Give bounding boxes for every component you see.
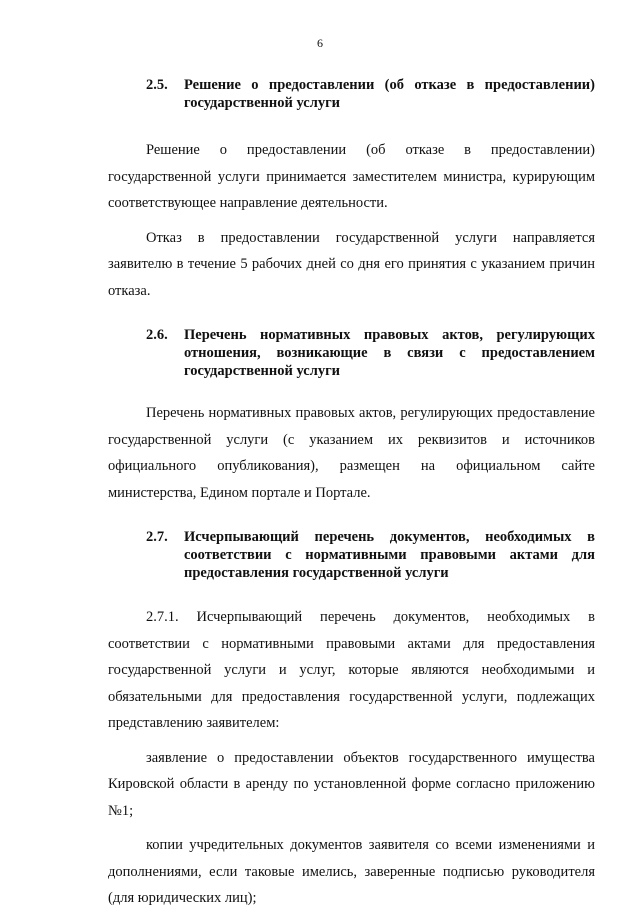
section-heading-2-6 [146,326,595,380]
paragraph: заявление о предоставлении объектов государственного имущества Кировской области в аренду по установленной форме согласно приложению №1; [108,749,595,819]
section-heading-2-7 [146,528,595,582]
document-body [108,72,595,912]
section-number: 2.7. [146,529,168,545]
paragraph: Решение о предоставлении (об отказе в предоставлении) государственной услуги принимается заместителем министра, курирующим соответствующее направление деятельности. [108,142,595,211]
page-number: 6 [317,36,323,50]
section-title: Решение о предоставлении (об отказе в предоставлении) государственной услуги [184,77,595,111]
paragraph: копии учредительных документов заявителя со всеми изменениями и дополнениями, если таковые имелись, заверенные подписью руководителя (для юридических лиц); [108,837,595,906]
paragraph: Отказ в предоставлении государственной услуги направляется заявителю в течение 5 рабочих дней со дня его принятия с указанием причин отказа. [108,229,595,299]
section-title: Перечень нормативных правовых актов, регулирующих отношения, возникающие в связи с предоставлением государственной услуги [184,327,595,379]
section-heading-2-5 [146,76,595,112]
section-number: 2.6. [146,327,168,343]
section-title: Исчерпывающий перечень документов, необходимых в соответствии с нормативными правовыми актами для предоставления государственной услуги [184,529,595,581]
paragraph: Перечень нормативных правовых актов, регулирующих предоставление государственной услуги (с указанием их реквизитов и источников официального опубликования), размещен на официальном сайте министерства, Едином портале и Портале. [108,405,595,501]
paragraph: 2.7.1. Исчерпывающий перечень документов, необходимых в соответствии с нормативными правовыми актами для предоставления государственной услуги и услуг, которые являются необходимыми и обязательными для предоставления государственной услуги, подлежащих представлению заявителем: [108,609,595,731]
section-number: 2.5. [146,77,168,93]
